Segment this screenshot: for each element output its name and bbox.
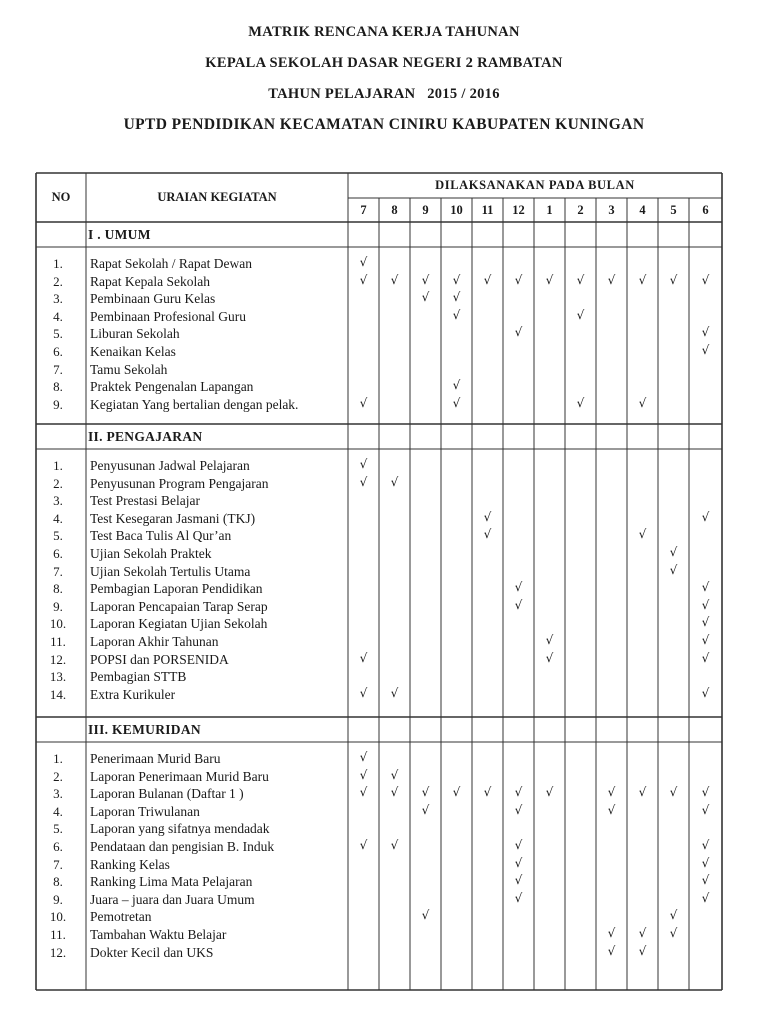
row-number: 6. xyxy=(53,546,63,561)
check-mark: √ xyxy=(701,838,710,852)
check-mark: √ xyxy=(514,597,523,612)
row-description: Ranking Lima Mata Pelajaran xyxy=(90,874,253,890)
check-mark: √ xyxy=(545,785,554,800)
row-description: Penyusunan Program Pengajaran xyxy=(90,475,269,491)
title-line-4: UPTD PENDIDIKAN KECAMATAN CINIRU KABUPATEN KUNINGAN xyxy=(123,116,645,133)
row-number: 4. xyxy=(53,510,63,526)
check-mark: √ xyxy=(638,926,647,940)
row-description: Rapat Kepala Sekolah xyxy=(90,273,210,289)
check-mark: √ xyxy=(576,395,585,410)
month-label-5: 5 xyxy=(670,203,677,217)
check-mark: √ xyxy=(483,509,492,524)
header-uraian: URAIAN KEGIATAN xyxy=(157,190,277,204)
check-mark: √ xyxy=(607,785,616,800)
month-label-11: 11 xyxy=(481,203,494,217)
check-mark: √ xyxy=(390,474,399,489)
row-description: Laporan Kegiatan Ujian Sekolah xyxy=(90,616,268,632)
check-mark: √ xyxy=(452,307,461,322)
month-label-4: 4 xyxy=(639,203,646,217)
row-description: Kenaikan Kelas xyxy=(90,344,176,359)
row-number: 8. xyxy=(53,581,63,597)
check-mark: √ xyxy=(545,650,554,665)
check-mark: √ xyxy=(701,873,710,888)
check-mark: √ xyxy=(359,785,368,800)
row-description: Juara – juara dan Juara Umum xyxy=(90,891,255,907)
check-mark: √ xyxy=(452,785,461,800)
header-dilaksanakan: DILAKSANAKAN PADA BULAN xyxy=(435,178,635,192)
check-mark: √ xyxy=(701,890,710,905)
check-mark: √ xyxy=(701,650,710,665)
check-mark: √ xyxy=(514,890,523,905)
check-mark: √ xyxy=(669,785,678,800)
row-number: 2. xyxy=(53,768,63,784)
row-description: Pembagian STTB xyxy=(90,669,187,685)
row-number: 13. xyxy=(49,669,67,685)
check-mark: √ xyxy=(701,615,710,630)
row-number: 14. xyxy=(49,686,67,702)
row-number: 1. xyxy=(53,751,63,766)
row-description: Kegiatan Yang bertalian dengan pelak. xyxy=(90,396,299,412)
check-mark: √ xyxy=(701,272,710,287)
row-description: Pendataan dan pengisian B. Induk xyxy=(90,839,275,854)
row-description: Tamu Sekolah xyxy=(90,361,168,377)
check-mark: √ xyxy=(607,802,616,817)
check-mark: √ xyxy=(359,272,368,287)
check-mark: √ xyxy=(701,597,710,612)
row-description: Laporan Triwulanan xyxy=(90,803,200,819)
row-description: Ranking Kelas xyxy=(90,856,170,872)
row-description: Extra Kurikuler xyxy=(90,686,176,702)
check-mark: √ xyxy=(638,785,647,800)
row-description: Liburan Sekolah xyxy=(90,326,180,342)
check-mark: √ xyxy=(390,767,399,782)
check-mark: √ xyxy=(669,272,678,287)
month-label-1: 1 xyxy=(546,203,553,217)
check-mark: √ xyxy=(421,908,430,923)
check-mark: √ xyxy=(390,272,399,287)
check-mark: √ xyxy=(669,562,678,577)
title-line-3: TAHUN PELAJARAN 2015 / 2016 xyxy=(268,86,500,102)
section-title: I . UMUM xyxy=(88,227,151,242)
check-mark: √ xyxy=(514,325,523,340)
check-mark: √ xyxy=(452,378,461,393)
row-number: 1. xyxy=(53,256,63,271)
row-description: Pembagian Laporan Pendidikan xyxy=(90,581,263,597)
row-number: 12. xyxy=(49,944,67,960)
row-description: Penerimaan Murid Baru xyxy=(90,751,221,766)
check-mark: √ xyxy=(421,272,430,287)
row-description: Tambahan Waktu Belajar xyxy=(90,927,227,942)
check-mark: √ xyxy=(452,272,461,287)
check-mark: √ xyxy=(514,855,523,870)
check-mark: √ xyxy=(359,750,368,764)
row-number: 2. xyxy=(53,273,63,289)
check-mark: √ xyxy=(421,785,430,800)
check-mark: √ xyxy=(483,272,492,287)
check-mark: √ xyxy=(701,685,710,700)
row-number: 10. xyxy=(49,909,67,925)
check-mark: √ xyxy=(514,838,523,852)
row-description: Pemotretan xyxy=(90,909,152,925)
check-mark: √ xyxy=(669,926,678,940)
check-mark: √ xyxy=(514,802,523,817)
row-number: 10. xyxy=(49,616,67,632)
check-mark: √ xyxy=(359,767,368,782)
row-number: 9. xyxy=(53,891,63,907)
row-description: Laporan Penerimaan Murid Baru xyxy=(90,768,269,784)
row-number: 5. xyxy=(53,528,63,544)
check-mark: √ xyxy=(359,838,368,852)
row-number: 8. xyxy=(53,379,63,395)
month-label-2: 2 xyxy=(577,203,584,217)
check-mark: √ xyxy=(545,633,554,647)
month-label-12: 12 xyxy=(512,203,525,217)
section-title: III. KEMURIDAN xyxy=(88,722,201,737)
check-mark: √ xyxy=(701,633,710,647)
row-description: Test Kesegaran Jasmani (TKJ) xyxy=(90,510,256,526)
check-mark: √ xyxy=(359,650,368,665)
row-number: 5. xyxy=(53,326,63,342)
check-mark: √ xyxy=(390,685,399,700)
check-mark: √ xyxy=(359,474,368,489)
row-number: 8. xyxy=(53,874,63,890)
check-mark: √ xyxy=(483,785,492,800)
check-mark: √ xyxy=(701,343,710,357)
title-line-1: MATRIK RENCANA KERJA TAHUNAN xyxy=(248,24,520,40)
check-mark: √ xyxy=(638,395,647,410)
check-mark: √ xyxy=(452,395,461,410)
document-titles xyxy=(0,22,768,146)
check-mark: √ xyxy=(701,855,710,870)
check-mark: √ xyxy=(669,545,678,559)
check-mark: √ xyxy=(669,908,678,923)
check-mark: √ xyxy=(390,838,399,852)
row-description: Ujian Sekolah Praktek xyxy=(90,546,212,561)
row-description: Laporan Bulanan (Daftar 1 ) xyxy=(90,786,244,802)
row-description: POPSI dan PORSENIDA xyxy=(90,651,229,667)
row-number: 2. xyxy=(53,475,63,491)
check-mark: √ xyxy=(421,290,430,305)
row-number: 3. xyxy=(53,493,63,509)
check-mark: √ xyxy=(701,325,710,340)
check-mark: √ xyxy=(359,395,368,410)
row-number: 3. xyxy=(53,786,63,802)
check-mark: √ xyxy=(607,272,616,287)
row-number: 7. xyxy=(53,361,63,377)
header-no: NO xyxy=(51,190,71,204)
check-mark: √ xyxy=(514,873,523,888)
row-number: 1. xyxy=(53,458,63,473)
row-number: 7. xyxy=(53,563,63,579)
row-number: 11. xyxy=(50,634,66,649)
check-mark: √ xyxy=(452,290,461,305)
month-label-7: 7 xyxy=(360,203,367,217)
check-mark: √ xyxy=(701,785,710,800)
check-mark: √ xyxy=(576,272,585,287)
month-label-3: 3 xyxy=(608,203,615,217)
check-mark: √ xyxy=(514,580,523,595)
row-number: 4. xyxy=(53,308,63,324)
check-mark: √ xyxy=(390,785,399,800)
row-description: Test Baca Tulis Al Qur’an xyxy=(90,528,232,544)
check-mark: √ xyxy=(359,685,368,700)
row-description: Test Prestasi Belajar xyxy=(90,493,201,509)
check-mark: √ xyxy=(701,509,710,524)
row-number: 9. xyxy=(53,598,63,614)
check-mark: √ xyxy=(701,580,710,595)
check-mark: √ xyxy=(638,272,647,287)
section-title: II. PENGAJARAN xyxy=(88,429,203,444)
row-description: Rapat Sekolah / Rapat Dewan xyxy=(90,256,252,271)
row-description: Pembinaan Guru Kelas xyxy=(90,291,216,307)
check-mark: √ xyxy=(359,255,368,269)
check-mark: √ xyxy=(607,943,616,958)
month-label-8: 8 xyxy=(391,203,398,217)
row-description: Dokter Kecil dan UKS xyxy=(90,944,214,960)
check-mark: √ xyxy=(514,785,523,800)
row-number: 4. xyxy=(53,803,63,819)
check-mark: √ xyxy=(359,457,368,471)
check-mark: √ xyxy=(701,802,710,817)
month-label-10: 10 xyxy=(450,203,463,217)
row-description: Laporan Akhir Tahunan xyxy=(90,634,219,649)
row-description: Ujian Sekolah Tertulis Utama xyxy=(90,563,251,579)
row-number: 9. xyxy=(53,396,63,412)
row-description: Praktek Pengenalan Lapangan xyxy=(90,379,254,395)
row-number: 11. xyxy=(50,927,66,942)
check-mark: √ xyxy=(638,943,647,958)
row-number: 12. xyxy=(49,651,67,667)
month-label-6: 6 xyxy=(702,203,709,217)
row-description: Penyusunan Jadwal Pelajaran xyxy=(90,458,250,473)
check-mark: √ xyxy=(483,527,492,542)
row-number: 7. xyxy=(53,856,63,872)
row-number: 3. xyxy=(53,291,63,307)
row-number: 6. xyxy=(53,839,63,854)
check-mark: √ xyxy=(514,272,523,287)
check-mark: √ xyxy=(421,802,430,817)
row-number: 6. xyxy=(53,344,63,359)
row-description: Laporan Pencapaian Tarap Serap xyxy=(90,598,268,614)
title-line-2: KEPALA SEKOLAH DASAR NEGERI 2 RAMBATAN xyxy=(205,55,563,71)
row-description: Laporan yang sifatnya mendadak xyxy=(90,821,270,837)
row-number: 5. xyxy=(53,821,63,837)
row-description: Pembinaan Profesional Guru xyxy=(90,308,246,324)
check-mark: √ xyxy=(638,527,647,542)
month-label-9: 9 xyxy=(422,203,429,217)
check-mark: √ xyxy=(576,307,585,322)
check-mark: √ xyxy=(545,272,554,287)
check-mark: √ xyxy=(607,926,616,940)
